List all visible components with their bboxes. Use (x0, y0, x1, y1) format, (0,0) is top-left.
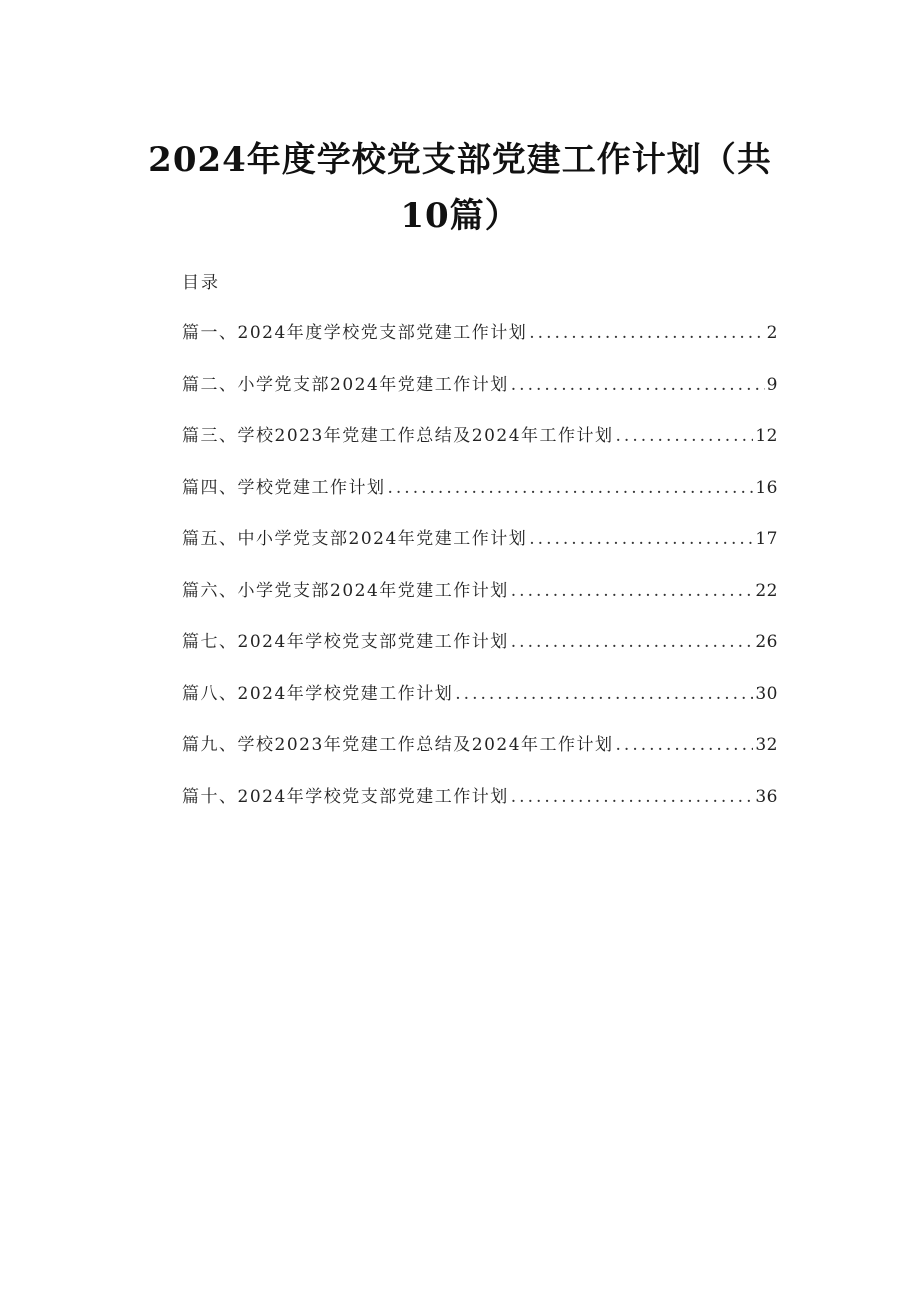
toc-entry[interactable] (182, 473, 778, 525)
toc-entry-page-number: 26 (755, 632, 778, 652)
toc-entry-label: 篇二、小学党支部2024年党建工作计划 (182, 374, 509, 395)
toc-entry-label: 篇四、学校党建工作计划 (182, 477, 386, 498)
toc-dot-leader (511, 576, 754, 606)
toc-dot-leader (455, 679, 753, 709)
toc-entry-page-number: 12 (755, 426, 778, 446)
toc-entry[interactable] (182, 318, 778, 370)
toc-entry-page-number: 36 (755, 786, 778, 807)
toc-entry-page-number: 16 (755, 477, 778, 498)
toc-dot-leader (616, 421, 754, 451)
toc-entry-page-number: 22 (755, 580, 778, 601)
toc-heading: 目录 (182, 273, 220, 293)
toc-entry-page-number: 30 (755, 683, 778, 704)
table-of-contents (182, 318, 778, 833)
toc-entry-label: 篇三、学校2023年党建工作总结及2024年工作计划 (182, 426, 614, 446)
toc-entry[interactable] (182, 576, 778, 628)
toc-entry-page-number: 32 (755, 735, 778, 755)
toc-entry-label: 篇九、学校2023年党建工作总结及2024年工作计划 (182, 735, 614, 755)
toc-dot-leader (388, 473, 754, 503)
toc-entry-label: 篇一、2024年度学校党支部党建工作计划 (182, 323, 528, 343)
toc-entry-label: 篇八、2024年学校党建工作计划 (182, 683, 454, 704)
toc-entry[interactable] (182, 421, 778, 473)
toc-entry[interactable] (182, 730, 778, 782)
toc-entry[interactable] (182, 782, 778, 834)
toc-dot-leader (511, 782, 754, 812)
toc-entry-page-number: 9 (766, 374, 778, 395)
toc-entry-label: 篇七、2024年学校党支部党建工作计划 (182, 632, 509, 652)
toc-entry-label: 篇十、2024年学校党支部党建工作计划 (182, 786, 509, 807)
toc-dot-leader (511, 627, 754, 657)
document-title: 2024年度学校党支部党建工作计划（共10篇） (148, 140, 772, 236)
toc-entry-label: 篇六、小学党支部2024年党建工作计划 (182, 580, 509, 601)
toc-dot-leader (529, 318, 764, 348)
toc-entry-page-number: 17 (755, 529, 778, 549)
toc-entry-page-number: 2 (766, 323, 778, 343)
toc-dot-leader (616, 730, 754, 760)
toc-dot-leader (511, 370, 765, 400)
toc-entry[interactable] (182, 524, 778, 576)
toc-entry[interactable] (182, 627, 778, 679)
toc-entry[interactable] (182, 679, 778, 731)
toc-entry-label: 篇五、中小学党支部2024年党建工作计划 (182, 529, 528, 549)
toc-dot-leader (529, 524, 753, 554)
toc-entry[interactable] (182, 370, 778, 422)
